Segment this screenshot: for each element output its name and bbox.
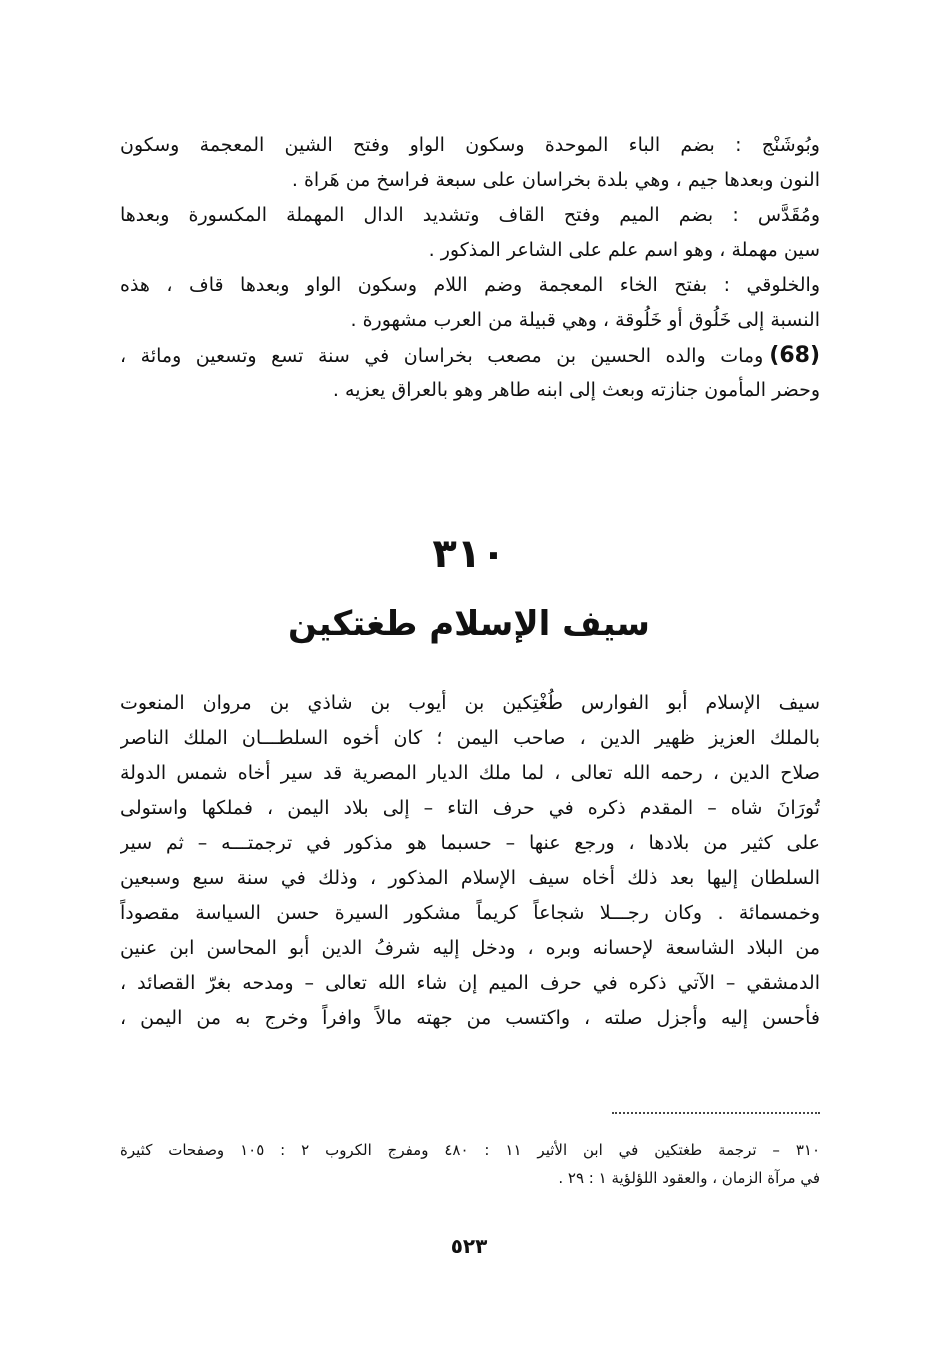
text-line: السلطان إليها بعد ذلك أخاه سيف الإسلام المذكور ، وذلك في سنة سبع وسبعين [120, 867, 820, 889]
note-line [120, 338, 820, 373]
text-line: من البلاد الشاسعة لإحسانه وبره ، ودخل إليه شرفُ الدين أبو المحاسن ابن عنين [120, 937, 820, 959]
text-line: سين مهملة ، وهو اسم علم على الشاعر المذكور . [428, 239, 820, 261]
text-line: وبُوشَنْج : بضم الباء الموحدة وسكون الواو وفتح الشين المعجمة وسكون [120, 134, 820, 156]
text-line: ومُقَدَّس : بضم الميم وفتح القاف وتشديد الدال المهملة المكسورة وبعدها [120, 204, 820, 226]
note-line: وحضر المأمون جنازته وبعث إلى ابنه طاهر وهو بالعراق يعزيه . [332, 379, 820, 401]
text-line: وخمسمائة . وكان رجـــلا شجاعاً كريماً مشكور السيرة حسن السياسة مقصوداً [120, 902, 820, 924]
previous-entry-notes [120, 128, 820, 408]
text-line: والخلوقي : بفتح الخاء المعجمة وضم اللام وسكون الواو وبعدها قاف ، هذه [120, 274, 820, 296]
text-line: على كثير من بلادها ، ورجع عنها – حسبما هو مذكور في ترجمتـــه – ثم سير [120, 832, 820, 854]
footnote-divider [612, 1112, 820, 1114]
text-line: فأحسن إليه وأجزل صلته ، واكتسب من جهته مالاً وافراً وخرج به من اليمن ، [120, 1007, 820, 1029]
biography-text [120, 686, 820, 1036]
note-text: ومات والده الحسين بن مصعب بخراسان في سنة تسع وتسعين ومائة ، [120, 345, 764, 367]
text-line: تُورَانَ شاه – المقدم ذكره في حرف التاء – إلى بلاد اليمن ، فملكها واستولى [120, 797, 820, 819]
text-line: النون وبعدها جيم ، وهي بلدة بخراسان على سبعة فراسخ من هَراة . [291, 169, 820, 191]
page-number: ٥٢٣ [450, 1234, 488, 1258]
footnote-line: في مرآة الزمان ، والعقود اللؤلؤية ١ : ٢٩ . [558, 1169, 820, 1187]
text-line: الدمشقي – الآتي ذكره في حرف الميم إن شاء الله تعالى – ومدحه بغرّ القصائد ، [120, 972, 820, 994]
footnote-line: ٣١٠ – ترجمة طغتكين في ابن الأثير ١١ : ٤٨٠ ومفرج الكروب ٢ : ١٠٥ وصفحات كثيرة [120, 1141, 820, 1159]
text-line: بالملك العزيز ظهير الدين ، صاحب اليمن ؛ كان أخوه السلطـــان الملك الناصر [120, 727, 820, 749]
text-line: النسبة إلى خَلُوق أو خَلُوقة ، وهي قبيلة من العرب مشهورة . [350, 309, 820, 331]
entry-number: ٣١٠ [432, 531, 506, 577]
footnote [120, 1136, 820, 1192]
note-number: (68) [769, 343, 820, 368]
text-line: صلاح الدين ، رحمه الله تعالى ، لما ملك الديار المصرية قد سير أخاه شمس الدولة [120, 762, 820, 784]
entry-title: سيف الإسلام طغتكين [288, 604, 650, 644]
text-line: سيف الإسلام أبو الفوارس طُغْتِكين بن أيوب بن شاذي بن مروان المنعوت [120, 692, 820, 714]
